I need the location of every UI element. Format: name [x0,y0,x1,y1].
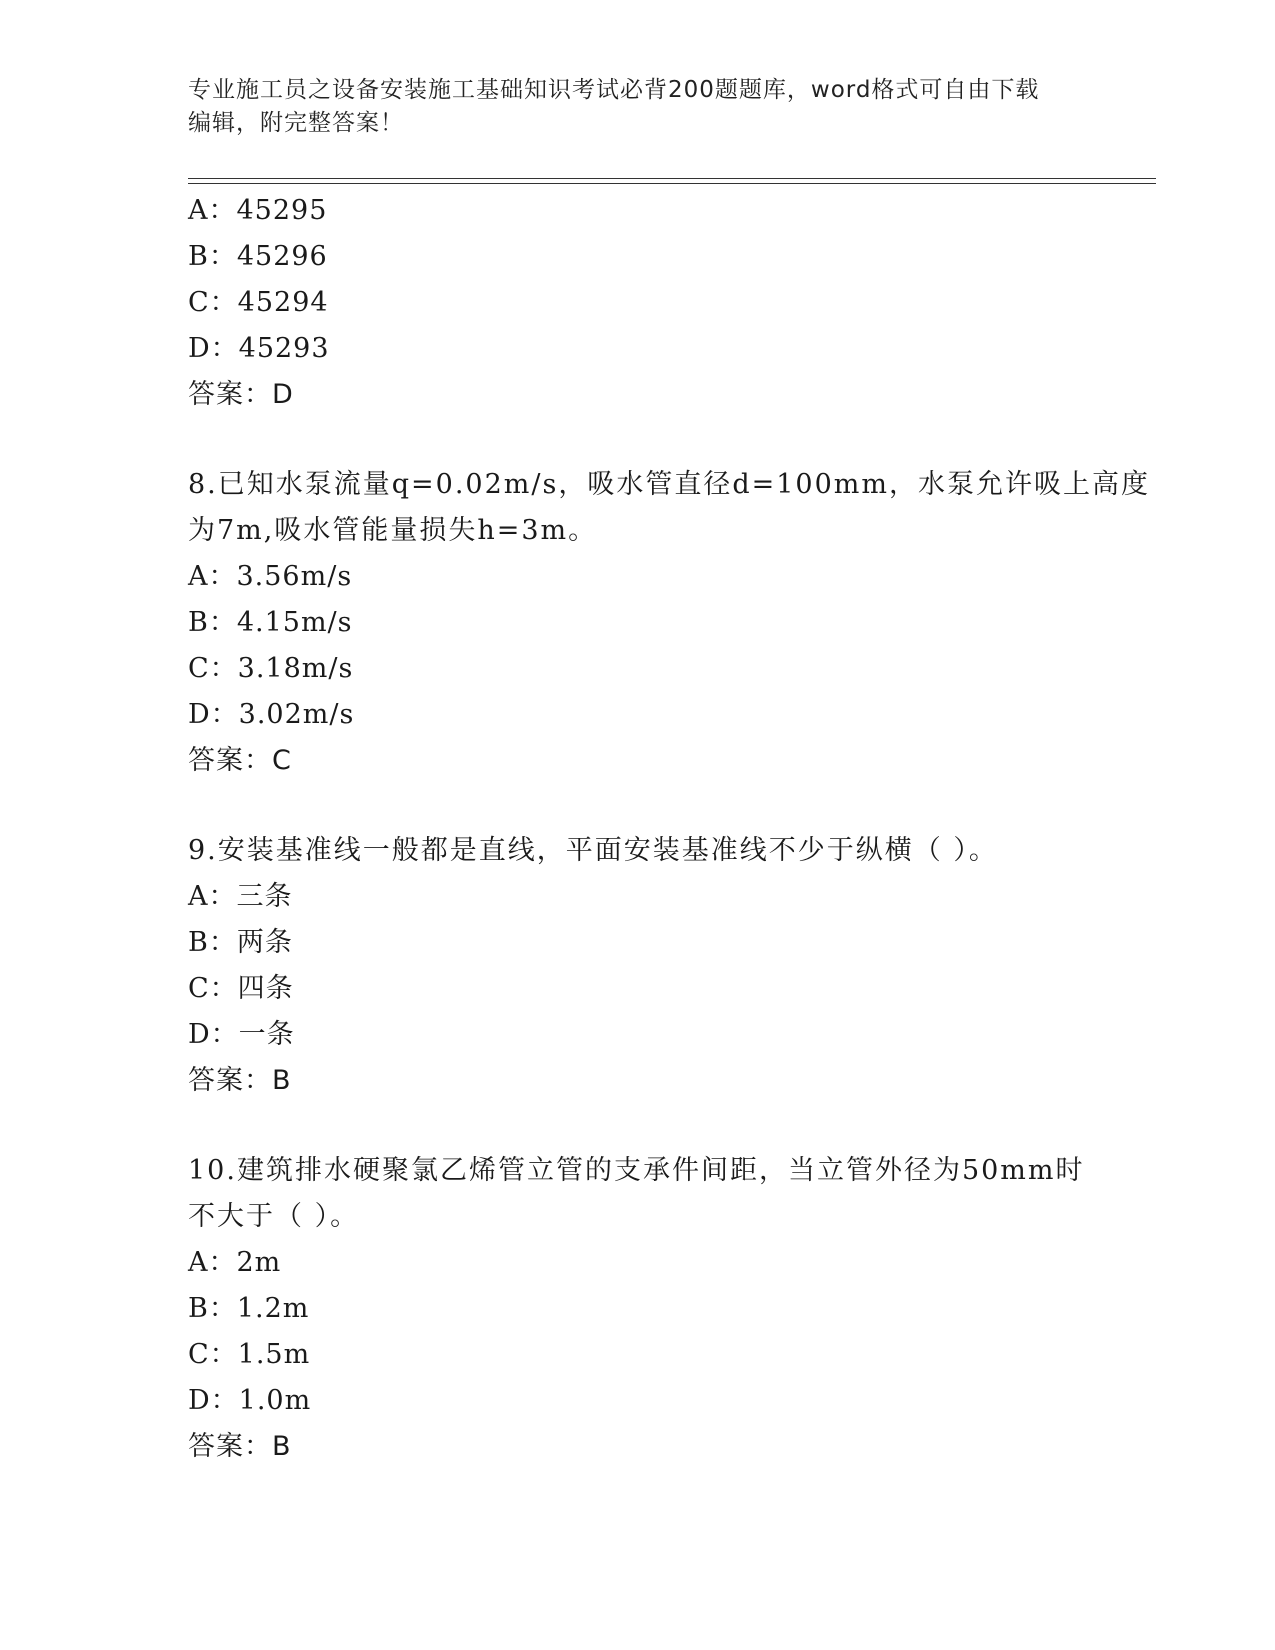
answer: 答案：B [188,1065,292,1096]
option-d: D：1.0m [188,1385,312,1416]
question-9 [188,828,1128,1104]
spacer [188,418,1128,462]
option-a: A：3.56m/s [188,561,353,592]
option-d: D：一条 [188,1019,295,1050]
question-text: 8.已知水泵流量q=0.02m/s，吸水管直径d=100mm，水泵允许吸上高度 [188,469,1150,500]
option-a: A：2m [188,1247,282,1278]
question-text: 9.安装基准线一般都是直线，平面安装基准线不少于纵横（ ）。 [188,835,998,866]
header-title-line-1: 专业施工员之设备安装施工基础知识考试必背200题题库，word格式可自由下载 [188,77,1040,103]
header-title-line-2: 编辑，附完整答案！ [188,110,404,136]
option-d: D：3.02m/s [188,699,355,730]
header-divider-bottom [188,183,1156,184]
spacer [188,784,1128,828]
option-b: B：45296 [188,241,328,272]
answer: 答案：D [188,379,294,410]
option-b: B：两条 [188,927,293,958]
answer: 答案：C [188,745,292,776]
option-a: A：45295 [188,195,328,226]
option-c: C：45294 [188,287,329,318]
spacer [188,1104,1128,1148]
question-list [188,188,1150,1470]
question-text-continued: 不大于（ ）。 [188,1201,360,1232]
question-7 [188,188,1128,418]
question-10 [188,1148,1128,1470]
option-b: B：1.2m [188,1293,310,1324]
option-d: D：45293 [188,333,330,364]
header-divider-top [188,178,1156,179]
question-text: 10.建筑排水硬聚氯乙烯管立管的支承件间距，当立管外径为50mm时 [188,1155,1085,1186]
option-b: B：4.15m/s [188,607,353,638]
option-c: C：3.18m/s [188,653,354,684]
option-c: C：四条 [188,973,294,1004]
question-8 [188,462,1150,784]
answer: 答案：B [188,1431,292,1462]
option-a: A：三条 [188,881,293,912]
option-c: C：1.5m [188,1339,311,1370]
question-text-continued: 为7m,吸水管能量损失h=3m。 [188,515,598,546]
document-header [188,74,1078,140]
